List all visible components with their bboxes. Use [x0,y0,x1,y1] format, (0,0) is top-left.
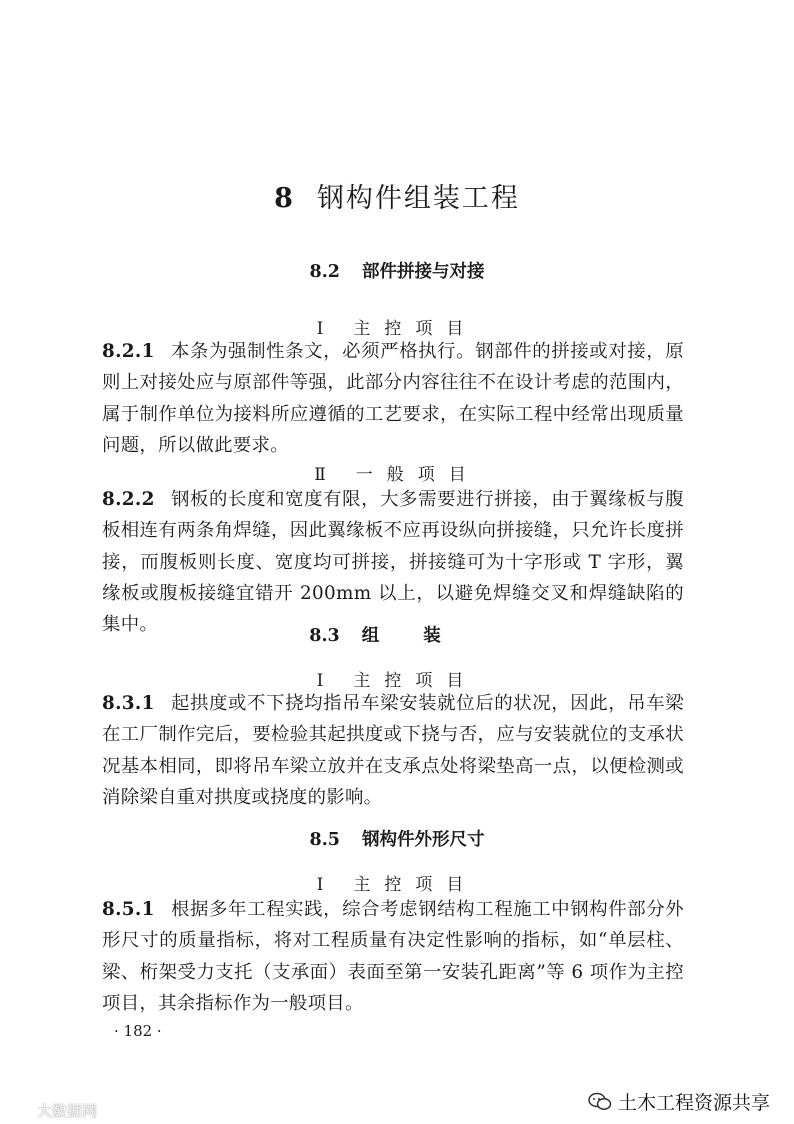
wechat-icon [588,1092,612,1112]
section-heading [0,622,794,647]
watermark-site-name: 大数据网 [37,1102,98,1120]
clause-paragraph [102,336,684,461]
clause-text: 根据多年工程实践，综合考虑钢结构工程施工中钢构件部分外形尺寸的质量指标，将对工程质量有决定性影响的指标，如“单层柱、梁、桁架受力支托（支承面）表面至第一安装孔距离”等 6 项作为主控项目，其余指标作为一般项目。 [102,899,684,1014]
subsection-heading [0,460,794,485]
page-number: · 182 · [114,1022,162,1040]
watermark-site [4,1100,97,1121]
clause-paragraph [102,484,684,640]
section-title-text: 钢构件外形尺寸 [361,830,485,850]
clause-number: 8.3.1 [102,693,155,714]
section-number: 8.5 [309,830,340,850]
section-title-text: 组装 [361,626,485,646]
clause-text: 起拱度或不下挠均指吊车梁安装就位后的状况，因此，吊车梁在工厂制作完后，要检验其起拱度或下挠与否，应与安装就位的支承状况基本相同，即将吊车梁立放并在支承点处将梁垫高一点，以便检测或消除梁自重对拱度或挠度的影响。 [102,693,684,808]
clause-paragraph [102,894,684,1019]
clause-text: 钢板的长度和宽度有限，大多需要进行拼接，由于翼缘板与腹板相连有两条角焊缝，因此翼缘板不应再设纵向拼接缝，只允许长度拼接，而腹板则长度、宽度均可拼接，拼接缝可为十字形或 T 字形，翼缘板或腹板接缝宜错开 200mm 以上，以避免焊缝交叉和焊缝缺陷的集中。 [102,489,684,636]
subsection-label: 一般项目 [355,465,480,485]
chapter-title-text: 钢构件组装工程 [316,183,520,214]
clause-paragraph [102,688,684,813]
section-heading [0,258,794,283]
roman-numeral: Ⅰ [316,671,324,691]
roman-numeral: Ⅰ [316,875,324,895]
watermark-account-name: 土木工程资源共享 [618,1092,771,1114]
clause-text: 本条为强制性条文，必须严格执行。钢部件的拼接或对接，原则上对接处应与原部件等强，此部分内容往往不在设计考虑的范围内，属于制作单位为接料所应遵循的工艺要求，在实际工程中经常出现质量问题，所以做此要求。 [102,341,684,456]
site-logo-icon [4,1103,34,1119]
section-number: 8.3 [309,626,340,646]
section-heading [0,826,794,851]
clause-number: 8.5.1 [102,899,155,920]
section-title-text: 部件拼接与对接 [361,262,485,282]
chapter-number: 8 [274,183,295,214]
watermark-account [588,1088,770,1115]
roman-numeral: Ⅱ [314,465,326,485]
chapter-title [0,176,794,215]
clause-number: 8.2.2 [102,489,155,510]
roman-numeral: Ⅰ [316,319,324,339]
subsection-label: 主控项目 [353,319,478,339]
subsection-heading [0,870,794,895]
section-number: 8.2 [309,262,340,282]
subsection-label: 主控项目 [353,671,478,691]
clause-number: 8.2.1 [102,341,155,362]
subsection-label: 主控项目 [353,875,478,895]
